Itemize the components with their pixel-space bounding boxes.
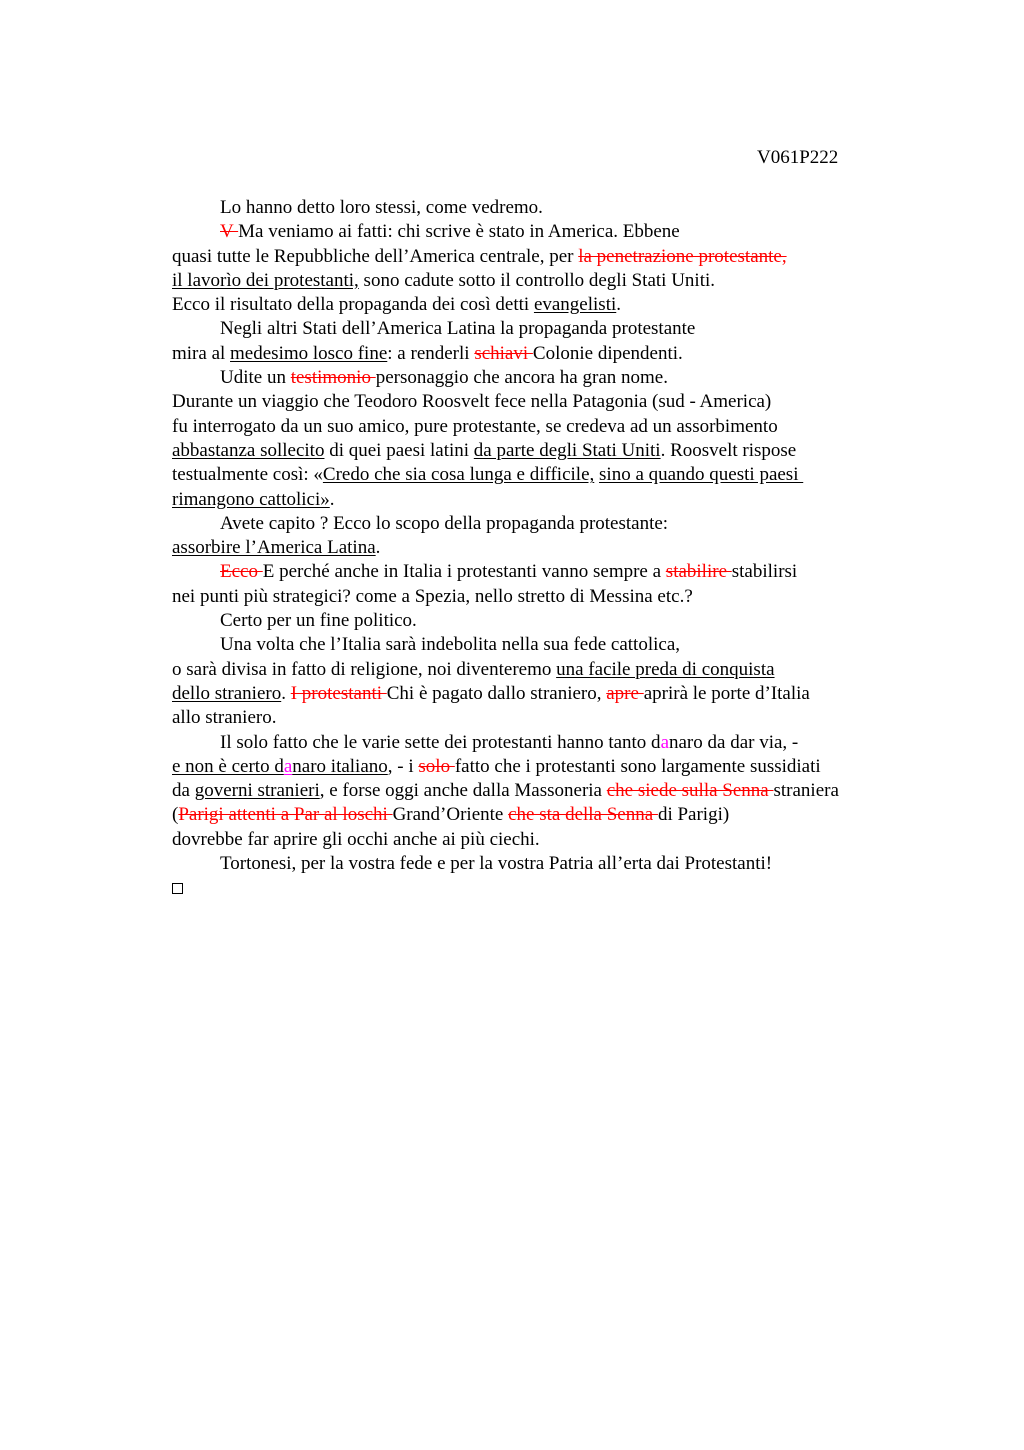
text-run: personaggio che ancora ha gran nome. — [375, 367, 668, 389]
text-line — [172, 488, 932, 512]
text-line — [172, 585, 932, 609]
text-run: Avete capito ? Ecco lo scopo della propaganda protestante: — [220, 512, 669, 534]
text-line — [172, 731, 932, 755]
text-line — [172, 536, 932, 560]
text-line — [172, 828, 932, 852]
text-line — [172, 342, 932, 366]
text-run: stabilirsi — [731, 561, 798, 583]
text-line — [172, 633, 932, 657]
text-line — [172, 463, 932, 487]
inserted-text: a — [283, 755, 293, 777]
text-run: testualmente così: « — [172, 464, 323, 486]
text-run: naro da dar via, - — [669, 731, 799, 753]
text-run: ( — [172, 804, 179, 826]
text-line — [172, 755, 932, 779]
deleted-text: la penetrazione protestante, — [578, 245, 787, 267]
underlined-text: rimangono cattolici» — [172, 488, 330, 510]
deleted-text: V — [220, 221, 239, 243]
text-run: E perché anche in Italia i protestanti vanno sempre a — [262, 561, 666, 583]
deleted-text: Ecco — [220, 561, 263, 583]
text-run: Negli altri Stati dell’America Latina la propaganda protestante — [220, 318, 696, 340]
underlined-text: Credo che sia cosa lunga e difficile, — [322, 464, 595, 486]
text-run: quasi tutte le Repubbliche dell’America centrale, per — [172, 245, 579, 267]
text-run: Chi è pagato dallo straniero, — [386, 682, 607, 704]
text-run: sono cadute sotto il controllo degli Stati Uniti. — [358, 269, 716, 291]
text-line — [172, 196, 932, 220]
text-run: di Parigi) — [657, 804, 730, 826]
text-line — [172, 609, 932, 633]
text-line — [172, 245, 932, 269]
underlined-text: abbastanza sollecito — [172, 439, 325, 461]
text-run: Lo hanno detto loro stessi, come vedremo. — [220, 197, 543, 218]
underlined-text: naro italiano — [292, 755, 388, 777]
page-identifier: V061P222 — [757, 147, 839, 168]
deleted-text: schiavi — [474, 342, 533, 364]
text-line — [172, 682, 932, 706]
underlined-text: sino a quando questi paesi — [599, 464, 804, 486]
text-run: nei punti più strategici? come a Spezia, nello stretto di Messina etc.? — [172, 585, 693, 607]
text-run: Il solo fatto che le varie sette dei protestanti hanno tanto d — [220, 731, 661, 753]
text-run: , e forse oggi anche dalla Massoneria — [319, 780, 607, 802]
text-run: Durante un viaggio che Teodoro Roosvelt fece nella Patagonia (sud - America) — [172, 391, 772, 413]
text-run: o sarà divisa in fatto di religione, noi diventeremo — [172, 658, 557, 680]
text-line — [172, 803, 932, 827]
text-run: Una volta che l’Italia sarà indebolita nella sua fede cattolica, — [220, 634, 681, 656]
deleted-text: I protestanti — [290, 682, 387, 704]
text-run: allo straniero. — [172, 707, 277, 729]
text-run: aprirà le porte d’Italia — [643, 682, 810, 704]
text-run: Udite un — [220, 367, 291, 389]
underlined-text: assorbire l’America Latina — [172, 537, 376, 559]
text-run: mira al — [172, 342, 231, 364]
text-line — [172, 852, 932, 876]
text-run: Ma veniamo ai fatti: chi scrive è stato in America. Ebbene — [238, 221, 680, 243]
underlined-text: da parte degli Stati Uniti — [473, 439, 661, 461]
text-run: . — [281, 682, 291, 704]
deleted-text: apre — [606, 682, 644, 704]
end-of-text-box-icon — [172, 883, 183, 894]
text-run: . Roosvelt rispose — [660, 439, 797, 461]
end-mark-line — [172, 876, 932, 900]
text-line — [172, 366, 932, 390]
text-run: . — [616, 294, 621, 316]
text-run: . — [375, 537, 381, 559]
text-run: . — [329, 488, 335, 510]
underlined-text: dello straniero — [172, 682, 282, 704]
deleted-text: che siede sulla Senna — [606, 780, 774, 802]
underlined-text: evangelisti — [533, 294, 617, 316]
text-run: fatto che i protestanti sono largamente sussidiati — [454, 755, 821, 777]
underlined-text: e non è certo d — [172, 755, 284, 777]
deleted-text: Parigi attenti a Par al loschi — [178, 804, 393, 826]
text-run: fu interrogato da un suo amico, pure protestante, se credeva ad un assorbimento — [172, 415, 778, 437]
text-line — [172, 293, 932, 317]
text-run: Certo per un fine politico. — [220, 610, 417, 632]
underlined-text: medesimo losco fine — [230, 342, 388, 364]
deleted-text: che sta della Senna — [508, 804, 658, 826]
text-line — [172, 512, 932, 536]
text-line — [172, 439, 932, 463]
text-line — [172, 706, 932, 730]
underlined-text: governi stranieri — [194, 780, 320, 802]
text-run: , - i — [387, 755, 419, 777]
text-run: Grand’Oriente — [392, 804, 509, 826]
deleted-text: testimonio — [290, 367, 376, 389]
text-line — [172, 560, 932, 584]
text-line — [172, 317, 932, 341]
text-run: dovrebbe far aprire gli occhi anche ai più ciechi. — [172, 828, 540, 850]
text-line — [172, 390, 932, 414]
text-run: : a renderli — [387, 342, 475, 364]
text-run: Tortonesi, per la vostra fede e per la vostra Patria all’erta dai Protestanti! — [220, 853, 773, 875]
deleted-text: stabilire — [665, 561, 732, 583]
text-line — [172, 779, 932, 803]
text-run: straniera — [773, 780, 839, 802]
text-run: da — [172, 780, 195, 802]
text-line — [172, 269, 932, 293]
text-line — [172, 658, 932, 682]
text-run: di quei paesi latini — [324, 439, 474, 461]
document-body — [172, 196, 932, 901]
deleted-text: solo — [418, 755, 455, 777]
text-line — [172, 415, 932, 439]
inserted-text: a — [660, 731, 669, 753]
text-line — [172, 220, 932, 244]
text-run: Colonie dipendenti. — [532, 342, 683, 364]
text-run: Ecco il risultato della propaganda dei così detti — [172, 294, 534, 316]
underlined-text: il lavorìo dei protestanti, — [172, 269, 359, 291]
underlined-text: una facile preda di conquista — [556, 658, 775, 680]
